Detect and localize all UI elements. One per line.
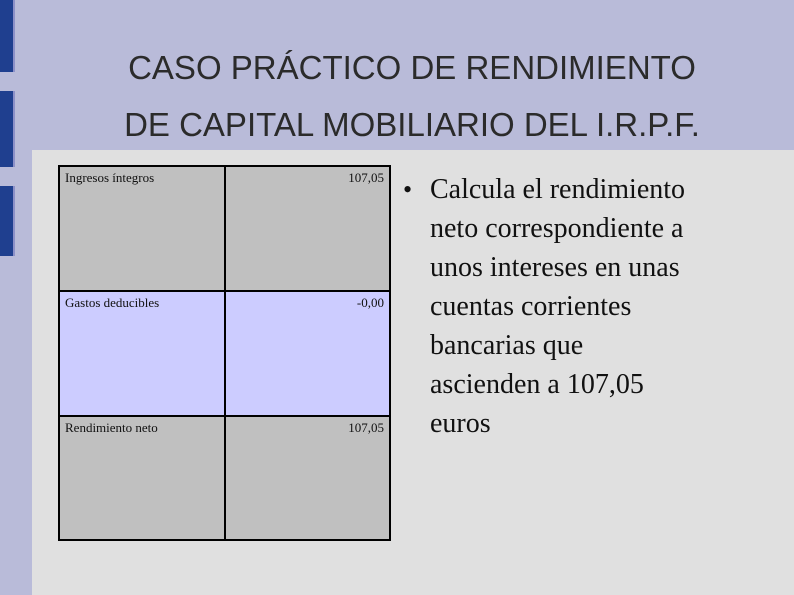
table-row-label: Rendimiento neto [60, 417, 224, 539]
table-row-label: Gastos deducibles [60, 292, 224, 415]
bullet-icon: • [403, 175, 413, 204]
table-row-value: 107,05 [226, 417, 389, 539]
accent-bar-1 [0, 0, 15, 72]
accent-bar-3 [0, 186, 15, 256]
bullet-line: unos intereses en unas [430, 252, 680, 283]
bullet-line: Calcula el rendimiento [430, 174, 686, 205]
accent-bar-2 [0, 91, 15, 167]
bullet-line: bancarias que [430, 330, 584, 361]
bullet-line: ascienden a 107,05 [430, 369, 644, 400]
calculation-table [58, 165, 391, 541]
bullet-line: cuentas corrientes [430, 291, 632, 322]
title-line-2: DE CAPITAL MOBILIARIO DEL I.R.P.F. [124, 106, 700, 143]
bullet-text [430, 170, 760, 443]
title-line-1: CASO PRÁCTICO DE RENDIMIENTO [128, 49, 696, 86]
table-row-value: -0,00 [226, 292, 389, 415]
bullet-line: euros [430, 408, 491, 439]
slide-title [30, 0, 794, 150]
table-row-label: Ingresos íntegros [60, 167, 224, 290]
table-row-value: 107,05 [226, 167, 389, 290]
bullet-line: neto correspondiente a [430, 213, 684, 244]
